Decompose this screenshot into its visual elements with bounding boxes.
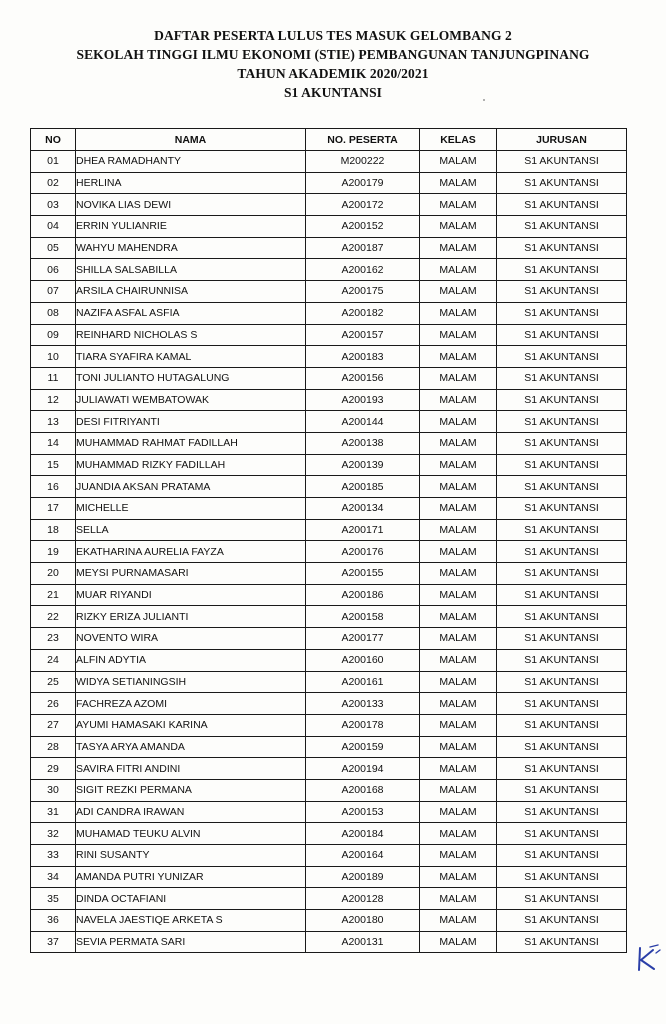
cell-no-peserta: A200182 bbox=[306, 302, 420, 324]
cell-jurusan: S1 AKUNTANSI bbox=[497, 758, 627, 780]
cell-kelas: MALAM bbox=[420, 736, 497, 758]
cell-no-peserta: A200131 bbox=[306, 931, 420, 953]
cell-kelas: MALAM bbox=[420, 628, 497, 650]
table-row bbox=[31, 541, 627, 563]
table-row bbox=[31, 302, 627, 324]
cell-no: 24 bbox=[31, 649, 76, 671]
cell-jurusan: S1 AKUNTANSI bbox=[497, 151, 627, 173]
cell-no-peserta: A200186 bbox=[306, 584, 420, 606]
cell-jurusan: S1 AKUNTANSI bbox=[497, 216, 627, 238]
cell-no: 31 bbox=[31, 801, 76, 823]
table-row bbox=[31, 237, 627, 259]
cell-no: 16 bbox=[31, 476, 76, 498]
cell-no-peserta: A200133 bbox=[306, 693, 420, 715]
cell-no-peserta: A200162 bbox=[306, 259, 420, 281]
cell-kelas: MALAM bbox=[420, 693, 497, 715]
cell-nama: SEVIA PERMATA SARI bbox=[76, 931, 306, 953]
cell-kelas: MALAM bbox=[420, 237, 497, 259]
cell-no: 12 bbox=[31, 389, 76, 411]
table-row bbox=[31, 151, 627, 173]
cell-jurusan: S1 AKUNTANSI bbox=[497, 888, 627, 910]
cell-nama: WAHYU MAHENDRA bbox=[76, 237, 306, 259]
cell-no: 04 bbox=[31, 216, 76, 238]
cell-no: 27 bbox=[31, 714, 76, 736]
cell-nama: WIDYA SETIANINGSIH bbox=[76, 671, 306, 693]
cell-no-peserta: A200138 bbox=[306, 432, 420, 454]
table-row bbox=[31, 910, 627, 932]
cell-kelas: MALAM bbox=[420, 367, 497, 389]
table-row bbox=[31, 779, 627, 801]
cell-jurusan: S1 AKUNTANSI bbox=[497, 866, 627, 888]
cell-no-peserta: A200128 bbox=[306, 888, 420, 910]
cell-no: 13 bbox=[31, 411, 76, 433]
cell-no-peserta: A200172 bbox=[306, 194, 420, 216]
cell-no: 05 bbox=[31, 237, 76, 259]
table-row bbox=[31, 628, 627, 650]
cell-kelas: MALAM bbox=[420, 498, 497, 520]
cell-jurusan: S1 AKUNTANSI bbox=[497, 693, 627, 715]
cell-nama: NAVELA JAESTIQE ARKETA S bbox=[76, 910, 306, 932]
cell-jurusan: S1 AKUNTANSI bbox=[497, 563, 627, 585]
cell-nama: MUAR RIYANDI bbox=[76, 584, 306, 606]
cell-no: 37 bbox=[31, 931, 76, 953]
cell-no-peserta: A200160 bbox=[306, 649, 420, 671]
cell-jurusan: S1 AKUNTANSI bbox=[497, 281, 627, 303]
cell-kelas: MALAM bbox=[420, 519, 497, 541]
table-row bbox=[31, 476, 627, 498]
document-title bbox=[0, 26, 666, 102]
table-row bbox=[31, 346, 627, 368]
cell-no-peserta: A200185 bbox=[306, 476, 420, 498]
cell-jurusan: S1 AKUNTANSI bbox=[497, 519, 627, 541]
handwritten-initial bbox=[634, 944, 662, 974]
cell-kelas: MALAM bbox=[420, 910, 497, 932]
cell-jurusan: S1 AKUNTANSI bbox=[497, 346, 627, 368]
cell-jurusan: S1 AKUNTANSI bbox=[497, 172, 627, 194]
cell-no: 22 bbox=[31, 606, 76, 628]
cell-no-peserta: A200175 bbox=[306, 281, 420, 303]
cell-nama: RIZKY ERIZA JULIANTI bbox=[76, 606, 306, 628]
cell-kelas: MALAM bbox=[420, 259, 497, 281]
cell-no: 11 bbox=[31, 367, 76, 389]
cell-kelas: MALAM bbox=[420, 823, 497, 845]
cell-nama: MEYSI PURNAMASARI bbox=[76, 563, 306, 585]
table-row bbox=[31, 649, 627, 671]
cell-kelas: MALAM bbox=[420, 671, 497, 693]
cell-no: 18 bbox=[31, 519, 76, 541]
cell-jurusan: S1 AKUNTANSI bbox=[497, 823, 627, 845]
participant-table bbox=[30, 128, 627, 953]
cell-no-peserta: A200144 bbox=[306, 411, 420, 433]
table-row bbox=[31, 519, 627, 541]
cell-no-peserta: A200153 bbox=[306, 801, 420, 823]
cell-no: 34 bbox=[31, 866, 76, 888]
cell-no: 20 bbox=[31, 563, 76, 585]
table-row bbox=[31, 931, 627, 953]
cell-nama: SELLA bbox=[76, 519, 306, 541]
cell-no-peserta: M200222 bbox=[306, 151, 420, 173]
cell-nama: REINHARD NICHOLAS S bbox=[76, 324, 306, 346]
cell-nama: AMANDA PUTRI YUNIZAR bbox=[76, 866, 306, 888]
column-header-no: NO bbox=[31, 129, 76, 151]
cell-no-peserta: A200177 bbox=[306, 628, 420, 650]
cell-kelas: MALAM bbox=[420, 324, 497, 346]
cell-no-peserta: A200184 bbox=[306, 823, 420, 845]
cell-nama: ADI CANDRA IRAWAN bbox=[76, 801, 306, 823]
table-row bbox=[31, 498, 627, 520]
cell-kelas: MALAM bbox=[420, 151, 497, 173]
table-body bbox=[31, 151, 627, 953]
cell-jurusan: S1 AKUNTANSI bbox=[497, 324, 627, 346]
cell-no: 21 bbox=[31, 584, 76, 606]
cell-kelas: MALAM bbox=[420, 758, 497, 780]
cell-jurusan: S1 AKUNTANSI bbox=[497, 779, 627, 801]
column-header-kelas: KELAS bbox=[420, 129, 497, 151]
cell-no-peserta: A200155 bbox=[306, 563, 420, 585]
table-row bbox=[31, 259, 627, 281]
scan-speck bbox=[483, 99, 485, 101]
table-row bbox=[31, 367, 627, 389]
cell-no-peserta: A200176 bbox=[306, 541, 420, 563]
table-row bbox=[31, 216, 627, 238]
cell-no: 26 bbox=[31, 693, 76, 715]
cell-jurusan: S1 AKUNTANSI bbox=[497, 432, 627, 454]
cell-nama: DESI FITRIYANTI bbox=[76, 411, 306, 433]
cell-no: 08 bbox=[31, 302, 76, 324]
cell-nama: JULIAWATI WEMBATOWAK bbox=[76, 389, 306, 411]
cell-jurusan: S1 AKUNTANSI bbox=[497, 910, 627, 932]
cell-kelas: MALAM bbox=[420, 888, 497, 910]
cell-no-peserta: A200164 bbox=[306, 845, 420, 867]
cell-kelas: MALAM bbox=[420, 649, 497, 671]
cell-no: 25 bbox=[31, 671, 76, 693]
cell-jurusan: S1 AKUNTANSI bbox=[497, 628, 627, 650]
cell-jurusan: S1 AKUNTANSI bbox=[497, 389, 627, 411]
cell-no: 19 bbox=[31, 541, 76, 563]
cell-no-peserta: A200134 bbox=[306, 498, 420, 520]
cell-kelas: MALAM bbox=[420, 389, 497, 411]
column-header-no-peserta: NO. PESERTA bbox=[306, 129, 420, 151]
cell-no: 35 bbox=[31, 888, 76, 910]
cell-no-peserta: A200178 bbox=[306, 714, 420, 736]
cell-jurusan: S1 AKUNTANSI bbox=[497, 302, 627, 324]
table-row bbox=[31, 823, 627, 845]
cell-no: 23 bbox=[31, 628, 76, 650]
cell-no-peserta: A200179 bbox=[306, 172, 420, 194]
table-row bbox=[31, 671, 627, 693]
table-row bbox=[31, 888, 627, 910]
cell-no: 02 bbox=[31, 172, 76, 194]
cell-jurusan: S1 AKUNTANSI bbox=[497, 476, 627, 498]
cell-no-peserta: A200171 bbox=[306, 519, 420, 541]
cell-kelas: MALAM bbox=[420, 432, 497, 454]
cell-kelas: MALAM bbox=[420, 411, 497, 433]
cell-jurusan: S1 AKUNTANSI bbox=[497, 584, 627, 606]
cell-kelas: MALAM bbox=[420, 216, 497, 238]
table-row bbox=[31, 563, 627, 585]
cell-jurusan: S1 AKUNTANSI bbox=[497, 367, 627, 389]
cell-kelas: MALAM bbox=[420, 302, 497, 324]
table-row bbox=[31, 172, 627, 194]
cell-kelas: MALAM bbox=[420, 801, 497, 823]
title-line-4: S1 AKUNTANSI bbox=[283, 85, 383, 100]
cell-jurusan: S1 AKUNTANSI bbox=[497, 194, 627, 216]
table-row bbox=[31, 693, 627, 715]
cell-no: 01 bbox=[31, 151, 76, 173]
cell-nama: TONI JULIANTO HUTAGALUNG bbox=[76, 367, 306, 389]
cell-nama: NOVIKA LIAS DEWI bbox=[76, 194, 306, 216]
cell-no-peserta: A200189 bbox=[306, 866, 420, 888]
cell-jurusan: S1 AKUNTANSI bbox=[497, 649, 627, 671]
cell-no: 17 bbox=[31, 498, 76, 520]
cell-nama: SIGIT REZKI PERMANA bbox=[76, 779, 306, 801]
cell-jurusan: S1 AKUNTANSI bbox=[497, 801, 627, 823]
cell-nama: DINDA OCTAFIANI bbox=[76, 888, 306, 910]
cell-jurusan: S1 AKUNTANSI bbox=[497, 411, 627, 433]
cell-nama: NOVENTO WIRA bbox=[76, 628, 306, 650]
cell-nama: EKATHARINA AURELIA FAYZA bbox=[76, 541, 306, 563]
cell-no: 33 bbox=[31, 845, 76, 867]
cell-no-peserta: A200161 bbox=[306, 671, 420, 693]
cell-nama: ALFIN ADYTIA bbox=[76, 649, 306, 671]
cell-no-peserta: A200187 bbox=[306, 237, 420, 259]
cell-kelas: MALAM bbox=[420, 454, 497, 476]
cell-no: 09 bbox=[31, 324, 76, 346]
cell-kelas: MALAM bbox=[420, 541, 497, 563]
title-line-3: TAHUN AKADEMIK 2020/2021 bbox=[237, 66, 429, 81]
cell-nama: HERLINA bbox=[76, 172, 306, 194]
table-row bbox=[31, 606, 627, 628]
table-row bbox=[31, 714, 627, 736]
cell-jurusan: S1 AKUNTANSI bbox=[497, 237, 627, 259]
cell-jurusan: S1 AKUNTANSI bbox=[497, 454, 627, 476]
cell-kelas: MALAM bbox=[420, 172, 497, 194]
cell-no: 03 bbox=[31, 194, 76, 216]
cell-no: 36 bbox=[31, 910, 76, 932]
cell-nama: TIARA SYAFIRA KAMAL bbox=[76, 346, 306, 368]
table-row bbox=[31, 845, 627, 867]
cell-nama: JUANDIA AKSAN PRATAMA bbox=[76, 476, 306, 498]
cell-jurusan: S1 AKUNTANSI bbox=[497, 498, 627, 520]
cell-no: 06 bbox=[31, 259, 76, 281]
cell-no: 32 bbox=[31, 823, 76, 845]
table-row bbox=[31, 736, 627, 758]
table-row bbox=[31, 801, 627, 823]
cell-jurusan: S1 AKUNTANSI bbox=[497, 259, 627, 281]
cell-no: 28 bbox=[31, 736, 76, 758]
cell-nama: DHEA RAMADHANTY bbox=[76, 151, 306, 173]
cell-no-peserta: A200194 bbox=[306, 758, 420, 780]
cell-no-peserta: A200183 bbox=[306, 346, 420, 368]
cell-jurusan: S1 AKUNTANSI bbox=[497, 541, 627, 563]
cell-nama: MUHAMAD TEUKU ALVIN bbox=[76, 823, 306, 845]
table-row bbox=[31, 454, 627, 476]
cell-jurusan: S1 AKUNTANSI bbox=[497, 714, 627, 736]
cell-no-peserta: A200193 bbox=[306, 389, 420, 411]
cell-no: 14 bbox=[31, 432, 76, 454]
cell-kelas: MALAM bbox=[420, 866, 497, 888]
cell-kelas: MALAM bbox=[420, 584, 497, 606]
table-row bbox=[31, 194, 627, 216]
table-row bbox=[31, 411, 627, 433]
cell-kelas: MALAM bbox=[420, 194, 497, 216]
cell-nama: ERRIN YULIANRIE bbox=[76, 216, 306, 238]
cell-no: 10 bbox=[31, 346, 76, 368]
cell-no-peserta: A200168 bbox=[306, 779, 420, 801]
table-row bbox=[31, 432, 627, 454]
cell-no: 07 bbox=[31, 281, 76, 303]
cell-nama: SAVIRA FITRI ANDINI bbox=[76, 758, 306, 780]
cell-jurusan: S1 AKUNTANSI bbox=[497, 671, 627, 693]
cell-nama: FACHREZA AZOMI bbox=[76, 693, 306, 715]
title-line-1: DAFTAR PESERTA LULUS TES MASUK GELOMBANG 2 bbox=[154, 28, 512, 43]
cell-no-peserta: A200139 bbox=[306, 454, 420, 476]
cell-no: 15 bbox=[31, 454, 76, 476]
cell-no-peserta: A200156 bbox=[306, 367, 420, 389]
table-row bbox=[31, 758, 627, 780]
cell-kelas: MALAM bbox=[420, 281, 497, 303]
cell-nama: RINI SUSANTY bbox=[76, 845, 306, 867]
cell-no-peserta: A200152 bbox=[306, 216, 420, 238]
table-row bbox=[31, 584, 627, 606]
table-row bbox=[31, 281, 627, 303]
cell-no-peserta: A200157 bbox=[306, 324, 420, 346]
title-line-2: SEKOLAH TINGGI ILMU EKONOMI (STIE) PEMBANGUNAN TANJUNGPINANG bbox=[76, 47, 590, 62]
cell-jurusan: S1 AKUNTANSI bbox=[497, 736, 627, 758]
column-header-nama: NAMA bbox=[76, 129, 306, 151]
cell-kelas: MALAM bbox=[420, 714, 497, 736]
cell-kelas: MALAM bbox=[420, 845, 497, 867]
cell-nama: AYUMI HAMASAKI KARINA bbox=[76, 714, 306, 736]
cell-nama: MUHAMMAD RIZKY FADILLAH bbox=[76, 454, 306, 476]
cell-no-peserta: A200159 bbox=[306, 736, 420, 758]
table-row bbox=[31, 389, 627, 411]
cell-nama: MUHAMMAD RAHMAT FADILLAH bbox=[76, 432, 306, 454]
cell-jurusan: S1 AKUNTANSI bbox=[497, 606, 627, 628]
cell-no-peserta: A200180 bbox=[306, 910, 420, 932]
cell-jurusan: S1 AKUNTANSI bbox=[497, 845, 627, 867]
cell-kelas: MALAM bbox=[420, 779, 497, 801]
cell-no-peserta: A200158 bbox=[306, 606, 420, 628]
table-row bbox=[31, 324, 627, 346]
cell-no: 30 bbox=[31, 779, 76, 801]
cell-nama: NAZIFA ASFAL ASFIA bbox=[76, 302, 306, 324]
cell-kelas: MALAM bbox=[420, 931, 497, 953]
cell-nama: MICHELLE bbox=[76, 498, 306, 520]
cell-jurusan: S1 AKUNTANSI bbox=[497, 931, 627, 953]
table-header-row bbox=[31, 129, 627, 151]
cell-kelas: MALAM bbox=[420, 346, 497, 368]
cell-kelas: MALAM bbox=[420, 476, 497, 498]
table-row bbox=[31, 866, 627, 888]
column-header-jurusan: JURUSAN bbox=[497, 129, 627, 151]
cell-kelas: MALAM bbox=[420, 606, 497, 628]
cell-no: 29 bbox=[31, 758, 76, 780]
cell-nama: SHILLA SALSABILLA bbox=[76, 259, 306, 281]
cell-nama: TASYA ARYA AMANDA bbox=[76, 736, 306, 758]
cell-kelas: MALAM bbox=[420, 563, 497, 585]
cell-nama: ARSILA CHAIRUNNISA bbox=[76, 281, 306, 303]
